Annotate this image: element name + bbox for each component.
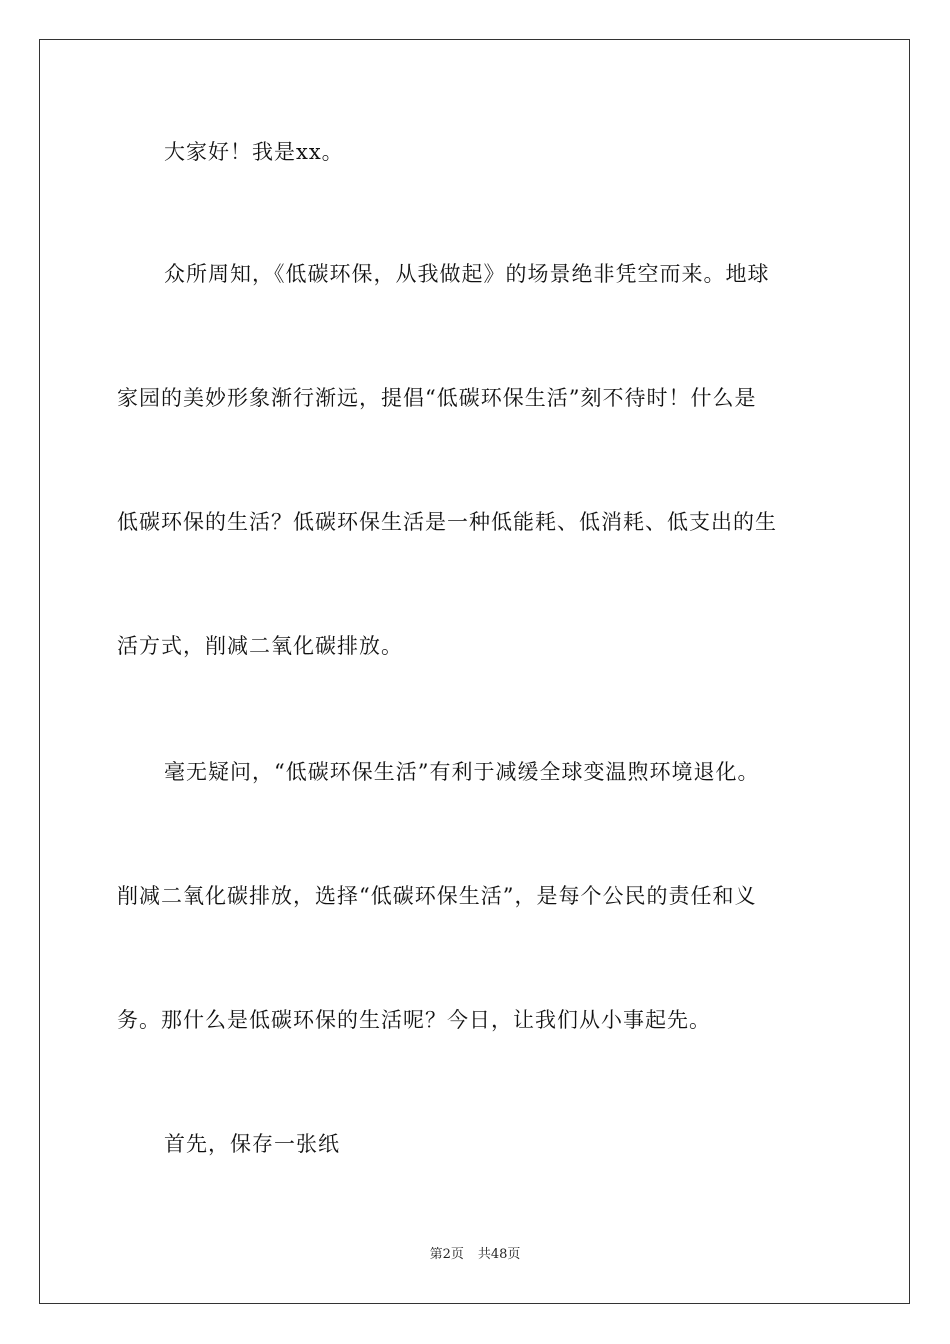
paragraph-line: 削减二氧化碳排放，选择“低碳环保生活”，是每个公民的责任和义: [117, 884, 757, 908]
page-footer: [0, 1246, 950, 1264]
page-number: 第2页: [429, 1247, 464, 1262]
page-total: 共48页: [477, 1247, 521, 1262]
page-border: [39, 39, 910, 1304]
paragraph-line: 活方式，削减二氧化碳排放。: [117, 634, 403, 658]
section-heading: 首先，保存一张纸: [164, 1132, 340, 1156]
paragraph-greeting: 大家好！我是xx。: [164, 140, 344, 164]
paragraph-line: 毫无疑问，“低碳环保生活”有利于减缓全球变温煦环境退化。: [164, 760, 760, 784]
paragraph-line: 务。那什么是低碳环保的生活呢？今日，让我们从小事起先。: [117, 1008, 711, 1032]
paragraph-line: 家园的美妙形象渐行渐远，提倡“低碳环保生活”刻不待时！什么是: [117, 386, 757, 410]
paragraph-line: 众所周知，《低碳环保，从我做起》的场景绝非凭空而来。地球: [164, 262, 770, 286]
paragraph-line: 低碳环保的生活？低碳环保生活是一种低能耗、低消耗、低支出的生: [117, 510, 777, 534]
